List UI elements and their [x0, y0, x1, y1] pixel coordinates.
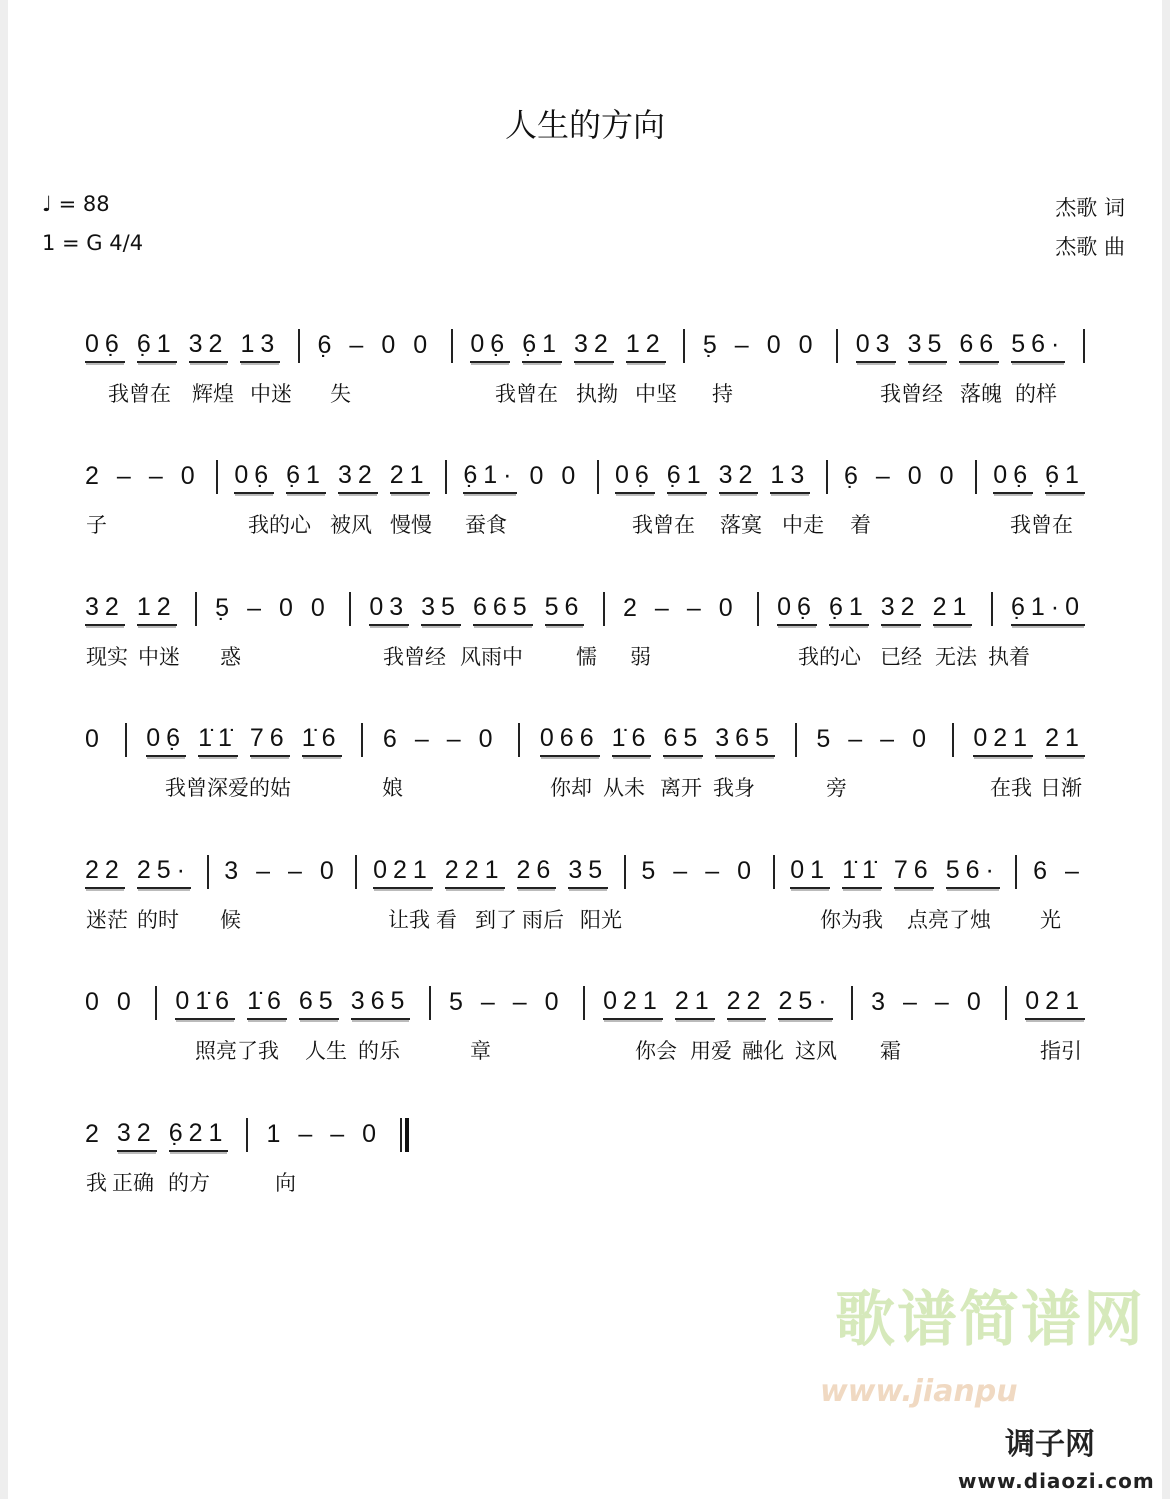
final-bar-line: [400, 1118, 409, 1152]
bar-line: [125, 723, 127, 757]
bar-line: [826, 460, 828, 494]
note-group: 32: [881, 593, 921, 626]
measure: [85, 1119, 228, 1152]
bar-line: [355, 855, 357, 889]
notation-line: [85, 852, 1085, 892]
lyric: 我曾经: [880, 382, 943, 406]
note-group: 0: [737, 856, 758, 885]
lyric: 我曾经: [383, 645, 446, 669]
note-group: –: [654, 593, 675, 622]
lyric: 娘: [382, 776, 403, 800]
lyric: 阳光: [580, 908, 622, 932]
note-group: –: [705, 856, 726, 885]
note-group: 021: [973, 724, 1033, 757]
notation-line: [85, 720, 1085, 760]
note-group: 0: [310, 593, 331, 622]
note-group: –: [1065, 856, 1085, 885]
lyric: 点亮了烛: [907, 908, 991, 932]
note-group: 01̇6: [175, 987, 235, 1020]
notation-line: [85, 326, 1085, 366]
left-edge: [0, 0, 8, 1499]
note-group: 65: [299, 987, 339, 1020]
note-group: –: [288, 856, 308, 885]
watermark-jianpu-logo: 歌谱简谱网: [835, 1285, 1145, 1355]
measure: [603, 987, 832, 1020]
note-group: 06̣: [777, 593, 817, 626]
lyric: 的样: [1015, 382, 1057, 406]
lyric: 光: [1040, 908, 1061, 932]
lyric: 落寞: [720, 513, 762, 537]
lyric: 用爱: [690, 1039, 732, 1063]
lyric: 失: [330, 382, 351, 406]
note-group: 32: [338, 461, 378, 494]
lyric: 霜: [880, 1039, 901, 1063]
note-group: 65: [663, 724, 703, 757]
bar-line: [1083, 329, 1085, 363]
note-group: 56·: [1011, 330, 1065, 363]
bar-line: [1015, 855, 1017, 889]
note-group: 0: [912, 724, 932, 753]
measure: [85, 725, 105, 756]
measure: [318, 331, 434, 362]
lyric: 雨后: [522, 908, 564, 932]
lyric: 现实: [86, 645, 128, 669]
note-group: 6̣1: [1045, 461, 1085, 494]
note-group: 021: [373, 856, 433, 889]
note-group: 5: [641, 856, 662, 885]
note-group: 0: [85, 724, 105, 753]
note-group: 21: [390, 461, 430, 494]
note-group: 0: [718, 593, 739, 622]
notation-line: [85, 457, 1085, 497]
note-group: –: [256, 856, 277, 885]
note-group: 0: [413, 330, 434, 359]
lyric: 的方: [168, 1171, 210, 1195]
note-group: 26: [517, 856, 557, 889]
note-group: 1: [266, 1119, 287, 1148]
bar-line: [991, 592, 993, 626]
note-group: 6̣1·0: [1011, 593, 1085, 626]
lyric: 融化: [742, 1039, 784, 1063]
note-group: –: [148, 461, 169, 490]
note-group: 32: [574, 330, 614, 363]
note-group: 0: [85, 987, 105, 1016]
bar-line: [851, 986, 853, 1020]
measure: [470, 330, 665, 363]
note-group: 32: [117, 1119, 157, 1152]
lyric: 辉煌: [192, 382, 234, 406]
note-group: 21: [933, 593, 973, 626]
note-group: 6̣1: [286, 461, 326, 494]
composer: 杰歌 曲: [1055, 235, 1125, 259]
note-group: 6̣: [843, 461, 864, 490]
note-group: 32: [719, 461, 759, 494]
measure: [234, 461, 429, 494]
bar-line: [603, 592, 605, 626]
tempo: ♩ = 88: [42, 192, 110, 216]
note-group: 2: [85, 461, 105, 490]
note-group: 0: [561, 461, 582, 490]
note-group: 6̣: [317, 330, 338, 359]
note-group: –: [330, 1119, 351, 1148]
note-group: –: [446, 724, 467, 753]
note-group: 5: [816, 724, 837, 753]
lyric: 旁: [826, 776, 847, 800]
note-group: –: [734, 330, 755, 359]
note-group: 32: [85, 593, 125, 626]
watermark-diaozi-url: www.diaozi.com: [958, 1469, 1155, 1493]
note-group: 3: [871, 987, 892, 1016]
lyric: 的时: [137, 908, 179, 932]
note-group: 0: [180, 461, 201, 490]
note-group: –: [880, 724, 901, 753]
lyric: 已经: [880, 645, 922, 669]
measure: [85, 593, 177, 626]
note-group: 12: [626, 330, 666, 363]
note-group: 6̣1: [522, 330, 562, 363]
note-group: 0: [939, 461, 960, 490]
measure: [383, 725, 499, 756]
bar-line: [795, 723, 797, 757]
lyric: 你会: [635, 1039, 677, 1063]
note-group: 0: [766, 330, 787, 359]
lyric: 中走: [782, 513, 824, 537]
lyric: 日渐: [1040, 776, 1082, 800]
measure: [146, 724, 341, 757]
note-group: –: [247, 593, 267, 622]
bar-line: [298, 329, 300, 363]
note-group: 56: [545, 593, 585, 626]
lyric: 的乐: [358, 1039, 400, 1063]
lyric: 持: [712, 382, 733, 406]
note-group: 13: [770, 461, 810, 494]
lyric: 中迷: [250, 382, 292, 406]
lyric: 我曾在: [495, 382, 558, 406]
note-group: 5̣: [215, 593, 236, 622]
measure: [623, 594, 739, 625]
note-group: 0: [278, 593, 299, 622]
lyric: 执拗: [576, 382, 618, 406]
lyric: 执着: [988, 645, 1030, 669]
notation-line: [85, 589, 1085, 629]
lyric: 让我: [388, 908, 430, 932]
bar-line: [155, 986, 157, 1020]
note-group: 0: [544, 987, 565, 1016]
lyric: 落魄: [960, 382, 1002, 406]
lyric: 蚕食: [465, 513, 507, 537]
measure: [615, 461, 810, 494]
note-group: 56·: [946, 856, 1000, 889]
lyric: 中迷: [138, 645, 180, 669]
measure: [369, 593, 584, 626]
lyric: 照亮了我: [195, 1039, 279, 1063]
watermark-diaozi-logo: 调子网: [1005, 1427, 1095, 1462]
note-group: –: [875, 461, 896, 490]
lyric: 你却: [550, 776, 592, 800]
measure: [373, 856, 608, 889]
note-group: 0: [966, 987, 987, 1016]
lyric: 惑: [220, 645, 241, 669]
measure: [540, 724, 775, 757]
bar-line: [952, 723, 954, 757]
bar-line: [246, 1118, 248, 1152]
note-group: 76: [250, 724, 290, 757]
measure: [993, 461, 1085, 494]
bar-line: [518, 723, 520, 757]
bar-line: [195, 592, 197, 626]
note-group: 665: [473, 593, 533, 626]
lyric: 看: [436, 908, 457, 932]
note-group: 1̇6: [612, 724, 652, 757]
measure: [777, 593, 972, 626]
lyric: 我曾在: [632, 513, 695, 537]
note-group: –: [116, 461, 137, 490]
note-group: –: [903, 987, 923, 1016]
note-group: 66: [959, 330, 999, 363]
note-group: 6̣1·: [463, 461, 517, 494]
note-group: 06̣: [234, 461, 274, 494]
note-group: 5: [448, 987, 469, 1016]
key-signature: 1 = G 4/4: [42, 231, 144, 255]
measure: [85, 988, 137, 1019]
note-group: 06̣: [85, 330, 125, 363]
note-group: 35: [568, 856, 608, 889]
note-group: –: [934, 987, 955, 1016]
lyric: 懦: [576, 645, 597, 669]
bar-line: [597, 460, 599, 494]
note-group: 6̣1: [667, 461, 707, 494]
lyric: 离开: [660, 776, 702, 800]
note-group: 365: [715, 724, 775, 757]
measure: [224, 857, 340, 888]
measure: [1025, 987, 1085, 1020]
measure: [790, 856, 1000, 889]
bar-line: [445, 460, 447, 494]
note-group: 0: [478, 724, 499, 753]
bar-line: [1005, 986, 1007, 1020]
note-group: 21: [1045, 724, 1085, 757]
lyric: 我身: [713, 776, 755, 800]
note-group: 3: [224, 856, 245, 885]
note-group: 0: [529, 461, 550, 490]
note-group: 6̣1: [137, 330, 177, 363]
bar-line: [975, 460, 977, 494]
measure: [703, 331, 819, 362]
lyric: 到了: [475, 908, 517, 932]
note-group: 021: [603, 987, 663, 1020]
measure: [844, 462, 960, 493]
lyric: 子: [86, 513, 107, 537]
bar-line: [349, 592, 351, 626]
note-group: 0: [381, 330, 402, 359]
note-group: –: [349, 330, 370, 359]
measure: [266, 1120, 382, 1151]
note-group: 1̇6: [247, 987, 287, 1020]
note-group: 0: [907, 461, 928, 490]
note-group: 06̣: [615, 461, 655, 494]
lyric: 我曾在: [108, 382, 171, 406]
measure: [816, 725, 932, 756]
lyric: 风雨中: [460, 645, 523, 669]
lyric: 指引: [1040, 1039, 1082, 1063]
lyric: 我曾在: [1010, 513, 1073, 537]
measure: [641, 857, 757, 888]
measure: [973, 724, 1085, 757]
note-group: 2: [623, 593, 643, 622]
lyric: 着: [850, 513, 871, 537]
note-group: 0: [116, 987, 137, 1016]
measure: [1011, 593, 1085, 626]
note-group: 6̣1: [829, 593, 869, 626]
bar-line: [207, 855, 209, 889]
note-group: –: [298, 1119, 319, 1148]
note-group: 13: [240, 330, 280, 363]
lyric: 弱: [630, 645, 651, 669]
note-group: 03: [856, 330, 896, 363]
watermark-jianpu-url: www.jianpu: [820, 1374, 1018, 1409]
lyric: 被风: [330, 513, 372, 537]
bar-line: [757, 592, 759, 626]
note-group: 365: [351, 987, 411, 1020]
note-group: 6: [382, 724, 403, 753]
lyric: 我曾深爱的姑: [165, 776, 291, 800]
note-group: 021: [1025, 987, 1085, 1020]
note-group: 0: [319, 856, 340, 885]
song-title: 人生的方向: [504, 106, 665, 144]
note-group: –: [673, 856, 694, 885]
note-group: –: [480, 987, 501, 1016]
bar-line: [683, 329, 685, 363]
lyric: 中坚: [635, 382, 677, 406]
note-group: 25·: [137, 856, 191, 889]
note-group: 06̣: [470, 330, 510, 363]
note-group: 1̇1̇: [198, 724, 238, 757]
lyric: 我的心: [798, 645, 861, 669]
lyric: 从未: [603, 776, 645, 800]
notation-line: [85, 983, 1085, 1023]
note-group: 25·: [778, 987, 832, 1020]
lyric: 候: [220, 908, 241, 932]
lyric: 无法: [935, 645, 977, 669]
note-group: 2: [85, 1119, 105, 1148]
notation-line: [85, 1115, 409, 1155]
lyric: 正确: [112, 1171, 154, 1195]
note-group: 06̣: [146, 724, 186, 757]
lyric: 这风: [795, 1039, 837, 1063]
note-group: 06̣: [993, 461, 1033, 494]
bar-line: [836, 329, 838, 363]
measure: [85, 330, 280, 363]
note-group: 12: [137, 593, 177, 626]
note-group: –: [512, 987, 533, 1016]
bar-line: [773, 855, 775, 889]
note-group: 6̣21: [169, 1119, 229, 1152]
measure: [85, 856, 191, 889]
right-edge: [1162, 0, 1170, 1499]
lyric: 人生: [305, 1039, 347, 1063]
note-group: 22: [85, 856, 125, 889]
note-group: 21: [675, 987, 715, 1020]
measure: [463, 461, 581, 494]
bar-line: [216, 460, 218, 494]
bar-line: [429, 986, 431, 1020]
lyric: 章: [470, 1039, 491, 1063]
lyric: 向: [275, 1171, 296, 1195]
note-group: –: [848, 724, 869, 753]
note-group: –: [414, 724, 435, 753]
note-group: 32: [189, 330, 229, 363]
measure: [175, 987, 410, 1020]
note-group: 5̣: [702, 330, 723, 359]
lyric: 我: [86, 1171, 107, 1195]
lyric: 在我: [990, 776, 1032, 800]
note-group: 066: [540, 724, 600, 757]
note-group: 1̇6: [302, 724, 342, 757]
bar-line: [624, 855, 626, 889]
lyric: 我的心: [248, 513, 311, 537]
note-group: 01: [790, 856, 830, 889]
note-group: 35: [908, 330, 948, 363]
lyric: 迷茫: [86, 908, 128, 932]
note-group: 22: [727, 987, 767, 1020]
bar-line: [583, 986, 585, 1020]
note-group: 6: [1033, 856, 1053, 885]
lyric: 你为我: [820, 908, 883, 932]
measure: [85, 462, 201, 493]
bar-line: [361, 723, 363, 757]
measure: [449, 988, 565, 1019]
note-group: 0: [798, 330, 819, 359]
note-group: 76: [894, 856, 934, 889]
bar-line: [451, 329, 453, 363]
note-group: 1̇1̇: [842, 856, 882, 889]
note-group: 221: [445, 856, 505, 889]
note-group: 03: [369, 593, 409, 626]
measure: [1033, 857, 1085, 888]
measure: [856, 330, 1066, 363]
lyric: 慢慢: [390, 513, 432, 537]
note-group: 35: [421, 593, 461, 626]
note-group: –: [686, 593, 707, 622]
note-group: 0: [362, 1119, 383, 1148]
measure: [871, 988, 987, 1019]
lyricist: 杰歌 词: [1055, 196, 1125, 220]
measure: [215, 594, 331, 625]
